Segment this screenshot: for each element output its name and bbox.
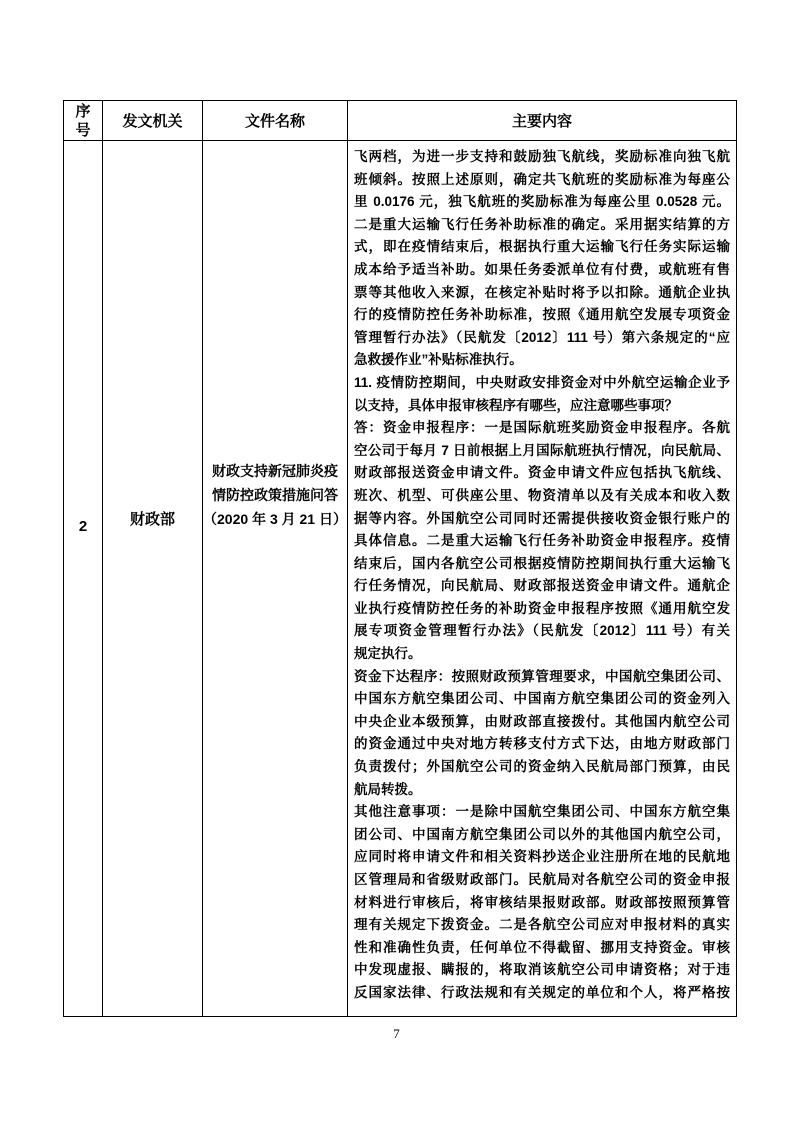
header-agency <box>103 101 203 140</box>
content-line: 11. 疫情防控期间，中央财政安排资金对中外航空运输企业予 <box>354 374 730 390</box>
cell-seq <box>64 141 103 1016</box>
doc-title <box>203 459 347 531</box>
header-seq-label: 序号 <box>75 102 91 139</box>
content-line: 负责拨付；外国航空公司的资金纳入民航局部门预算，由民 <box>354 759 730 775</box>
content-line: 规定执行。 <box>354 646 422 662</box>
content-line: 理有关规定下拨资金。二是各航空公司应对申报材料的真实 <box>354 917 730 933</box>
content-line: 里 0.0176 元，独飞航班的奖励标准为每座公里 0.0528 元。 <box>354 194 730 210</box>
content-line: 反国家法律、行政法规和有关规定的单位和个人，将严格按 <box>354 984 730 1000</box>
content-line: 班倾斜。按照上述原则，确定共飞航班的奖励标准为每座公 <box>354 171 730 187</box>
content-line: 资金下达程序：按照财政预算管理要求，中国航空集团公司、 <box>354 668 730 684</box>
content-line: 应同时将申请文件和相关资料抄送企业注册所在地的民航地 <box>354 849 730 865</box>
header-main-content <box>348 101 736 140</box>
content-line: 区管理局和省级财政部门。民航局对各航空公司的资金申报 <box>354 872 730 887</box>
content-line: 班次、机型、可供座公里、物资清单以及有关成本和收入数 <box>354 487 730 503</box>
content-line: 答：资金申报程序：一是国际航班奖励资金申报程序。各航 <box>354 420 730 436</box>
content-line: 材料进行审核后，将审核结果报财政部。财政部按照预算管 <box>354 894 730 910</box>
content-line: 业执行疫情防控任务的补助资金申报程序按照《通用航空发 <box>354 600 730 616</box>
content-line: 空公司于每月 7 日前根据上月国际航班执行情况，向民航局、 <box>354 442 730 458</box>
content-line: 展专项资金管理暂行办法》（民航发〔2012〕111 号）有关 <box>354 623 730 639</box>
content-line: 结束后，国内各航空公司根据疫情防控期间执行重大运输飞 <box>354 555 730 571</box>
header-agency-label: 发文机关 <box>122 113 183 130</box>
content-line: 二是重大运输飞行任务补助标准的确定。采用据实结算的方 <box>354 216 730 232</box>
content-line: 票等其他收入来源，在核定补贴时将予以扣除。通航企业执 <box>354 284 730 300</box>
content-line: 飞两档，为进一步支持和鼓励独飞航线，奖励标准向独飞航 <box>354 149 730 164</box>
content-line: 成本给予适当补助。如果任务委派单位有付费，或航班有售 <box>354 261 730 277</box>
header-doc-title <box>203 101 348 140</box>
content-line: 其他注意事项：一是除中国航空集团公司、中国东方航空集 <box>354 804 730 820</box>
content-line: 团公司、中国南方航空集团公司以外的其他国内航空公司， <box>354 826 730 842</box>
cell-agency <box>103 141 203 1016</box>
content-line: 以支持，具体申报审核程序有哪些，应注意哪些事项？ <box>354 397 678 413</box>
content-line: 中发现虚报、瞒报的，将取消该航空公司申请资格；对于违 <box>354 962 730 978</box>
cell-main-content <box>348 141 736 1016</box>
content-line: 性和准确性负责，任何单位不得截留、挪用支持资金。审核 <box>354 939 730 955</box>
content-line: 中央企业本级预算，由财政部直接拨付。其他国内航空公司 <box>354 713 730 729</box>
doc-title-line: 财政支持新冠肺炎疫 <box>211 462 338 479</box>
content-line: 管理暂行办法》（民航发〔2012〕111 号）第六条规定的“应 <box>354 329 730 345</box>
content-line: 中国东方航空集团公司、中国南方航空集团公司的资金列入 <box>354 691 730 707</box>
policy-table <box>63 100 737 1017</box>
seq-number: 2 <box>78 518 88 535</box>
table-body-row <box>64 141 736 1016</box>
header-seq <box>64 101 103 140</box>
content-line: 财政部报送资金申请文件。资金申请文件应包括执飞航线、 <box>354 465 730 481</box>
table-header-row <box>64 101 736 141</box>
content-line: 式，即在疫情结束后，根据执行重大运输飞行任务实际运输 <box>354 239 730 255</box>
doc-title-line: （2020 年 3 月 21 日） <box>203 510 347 527</box>
content-line: 的资金通过中央对地方转移支付方式下达，由地方财政部门 <box>354 736 730 752</box>
content-line: 急救援作业”补贴标准执行。 <box>354 352 523 368</box>
content-line: 行的疫情防控任务补助标准，按照《通用航空发展专项资金 <box>354 307 730 323</box>
doc-title-line: 情防控政策措施问答 <box>211 486 338 503</box>
header-doc-title-label: 文件名称 <box>244 113 305 130</box>
cell-doc-title <box>203 141 348 1016</box>
content-line: 据等内容。外国航空公司同时还需提供接收资金银行账户的 <box>354 510 730 526</box>
agency-name: 财政部 <box>129 511 175 528</box>
content-line: 具体信息。二是重大运输飞行任务补助资金申报程序。疫情 <box>354 533 730 549</box>
content-line: 行任务情况，向民航局、财政部报送资金申请文件。通航企 <box>354 578 730 594</box>
header-main-content-label: 主要内容 <box>511 113 572 130</box>
page-number: 7 <box>393 1026 400 1041</box>
content-line: 航局转拨。 <box>354 781 422 797</box>
